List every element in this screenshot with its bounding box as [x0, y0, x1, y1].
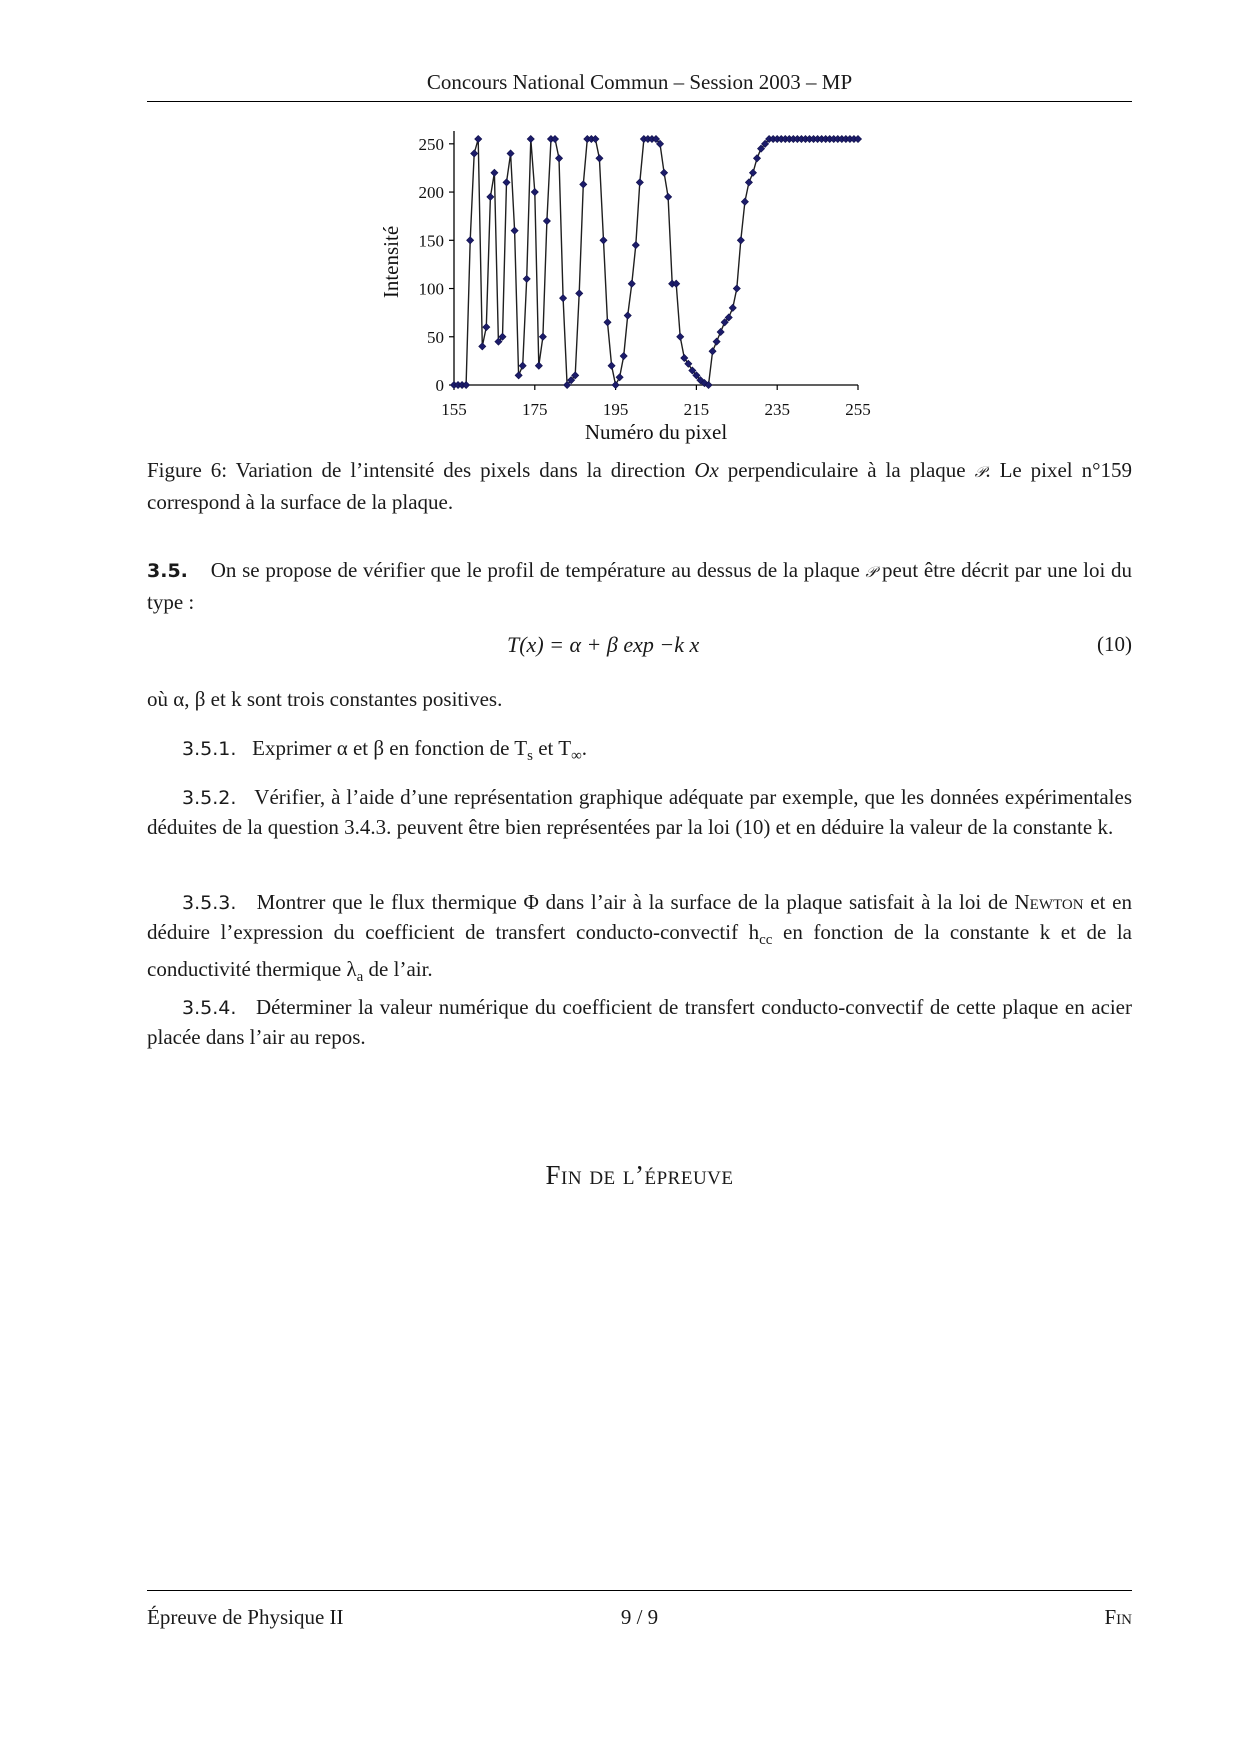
data-point: [559, 295, 566, 302]
x-tick-label: 155: [441, 400, 467, 419]
data-point: [531, 188, 538, 195]
q353-text-c: en fonction de la constante k et de la conductivité thermique λ: [147, 920, 1132, 982]
question-3-5-2: [147, 783, 1132, 842]
footer-right: Fin: [1104, 1605, 1132, 1629]
data-point: [527, 135, 534, 142]
caption-plaque-symbol: 𝒫: [974, 465, 986, 481]
data-point: [539, 333, 546, 340]
data-point: [604, 319, 611, 326]
caption-text-b: perpendiculaire à la plaque: [718, 458, 975, 482]
data-point: [677, 333, 684, 340]
q352-text: Vérifier, à l’aide d’une représentation graphique adéquate par exemple, que les données expérimentales déduites de la question 3.4.3. peuvent être bien représentées par la loi (10) et en déduire la valeur de la constante k.: [147, 785, 1132, 839]
q351-sub-inf: ∞: [571, 748, 582, 765]
data-point: [620, 352, 627, 359]
caption-text-a: Figure 6: Variation de l’intensité des pixels dans la direction: [147, 458, 695, 482]
data-point: [483, 324, 490, 331]
caption-math-ox: Ox: [694, 458, 719, 482]
data-point: [535, 362, 542, 369]
data-point: [580, 181, 587, 188]
data-point: [507, 150, 514, 157]
figure-caption: [147, 456, 1132, 517]
data-point: [753, 155, 760, 162]
end-of-exam-title: Fin de l’épreuve: [545, 1160, 734, 1190]
q354-text: Déterminer la valeur numérique du coefficient de transfert conducto-convectif de cette plaque en acier placée dans l’air au repos.: [147, 995, 1132, 1049]
data-point: [673, 280, 680, 287]
q351-text-b: et T: [532, 736, 572, 760]
data-point: [608, 362, 615, 369]
data-point: [636, 179, 643, 186]
data-point: [515, 372, 522, 379]
data-point: [616, 374, 623, 381]
series-line: [454, 139, 858, 385]
data-point: [709, 348, 716, 355]
data-point: [741, 198, 748, 205]
footer-left: Épreuve de Physique II: [147, 1605, 344, 1629]
y-tick-label: 100: [418, 279, 444, 299]
question-3-5-1: [147, 734, 1132, 771]
constants-text: où α, β et k sont trois constantes positives.: [147, 687, 503, 711]
q354-number: 3.5.4.: [182, 997, 237, 1019]
data-point: [717, 328, 724, 335]
data-point: [660, 169, 667, 176]
x-tick-label: 255: [845, 400, 871, 419]
equation-number: (10): [1097, 632, 1132, 656]
q351-sub-s: s: [527, 748, 533, 765]
data-point: [854, 135, 861, 142]
data-point: [665, 193, 672, 200]
data-point: [467, 237, 474, 244]
data-point: [479, 343, 486, 350]
x-tick-label: 175: [522, 400, 548, 419]
data-point: [733, 285, 740, 292]
section-plaque-symbol: 𝒫: [865, 565, 877, 581]
data-point: [519, 362, 526, 369]
data-point: [543, 217, 550, 224]
header-title: Concours National Commun – Session 2003 – MP: [426, 70, 853, 94]
data-point: [592, 135, 599, 142]
y-tick-label: 0: [435, 376, 444, 395]
section-text-b: peut être décrit par une loi du type :: [147, 558, 1133, 614]
footer-page-number: 9 / 9: [620, 1605, 659, 1629]
x-tick-label: 195: [602, 400, 629, 419]
question-3-5-4: [147, 993, 1132, 1052]
constants-line: [147, 685, 1132, 714]
q353-text-d: de l’air.: [363, 957, 433, 982]
q353-text-b: et en déduire l’expression du coefficient de transfert conducto-convectif h: [147, 890, 1132, 944]
section-text-a: On se propose de vérifier que le profil de température au dessus de la plaque: [210, 558, 866, 582]
y-tick-label: 250: [418, 134, 444, 154]
data-point: [713, 338, 720, 345]
data-point: [471, 150, 478, 157]
y-tick-label: 150: [418, 231, 444, 251]
y-tick-label: 50: [427, 327, 444, 347]
data-point: [749, 169, 756, 176]
data-point: [596, 155, 603, 162]
data-point: [729, 304, 736, 311]
q353-text-a: Montrer que le flux thermique Φ dans l’air à la surface de la plaque satisfait à la loi de: [256, 890, 1015, 914]
data-point: [463, 381, 470, 388]
intensity-chart: [370, 115, 880, 455]
data-point: [745, 179, 752, 186]
data-point: [511, 227, 518, 234]
y-tick-label: 200: [418, 183, 444, 203]
q353-newton: Newton: [1014, 890, 1084, 914]
data-point: [600, 237, 607, 244]
data-point: [491, 169, 498, 176]
q352-number: 3.5.2.: [182, 787, 237, 809]
q353-sub-a: a: [356, 969, 364, 986]
x-tick-label: 215: [683, 400, 710, 419]
q353-number: 3.5.3.: [182, 892, 237, 914]
data-point: [551, 135, 558, 142]
q353-sub-cc: cc: [759, 932, 773, 949]
x-axis-label: Numéro du pixel: [584, 420, 728, 444]
data-point: [624, 312, 631, 319]
equation-formula: T(x) = α + β exp −k x: [507, 632, 700, 657]
data-point: [628, 280, 635, 287]
page-footer: [147, 1590, 1132, 1635]
data-point: [632, 242, 639, 249]
question-3-5-3: [147, 888, 1132, 992]
data-point: [612, 381, 619, 388]
section-3-5: [147, 556, 1132, 617]
q351-text: Exprimer α et β en fonction de T: [252, 736, 528, 760]
data-point: [737, 237, 744, 244]
data-point: [475, 135, 482, 142]
data-point: [523, 275, 530, 282]
section-number: 3.5.: [147, 560, 188, 582]
q351-number: 3.5.1.: [182, 738, 237, 760]
page-header: [147, 70, 1132, 102]
data-point: [555, 155, 562, 162]
y-axis-label: Intensité: [379, 225, 403, 299]
data-point: [576, 290, 583, 297]
data-point: [503, 179, 510, 186]
caption-text-c: . Le pixel n°159 correspond à la surface de la plaque.: [147, 458, 1132, 514]
x-tick-label: 235: [764, 400, 790, 419]
data-point: [487, 193, 494, 200]
q351-text-c: .: [581, 736, 588, 760]
